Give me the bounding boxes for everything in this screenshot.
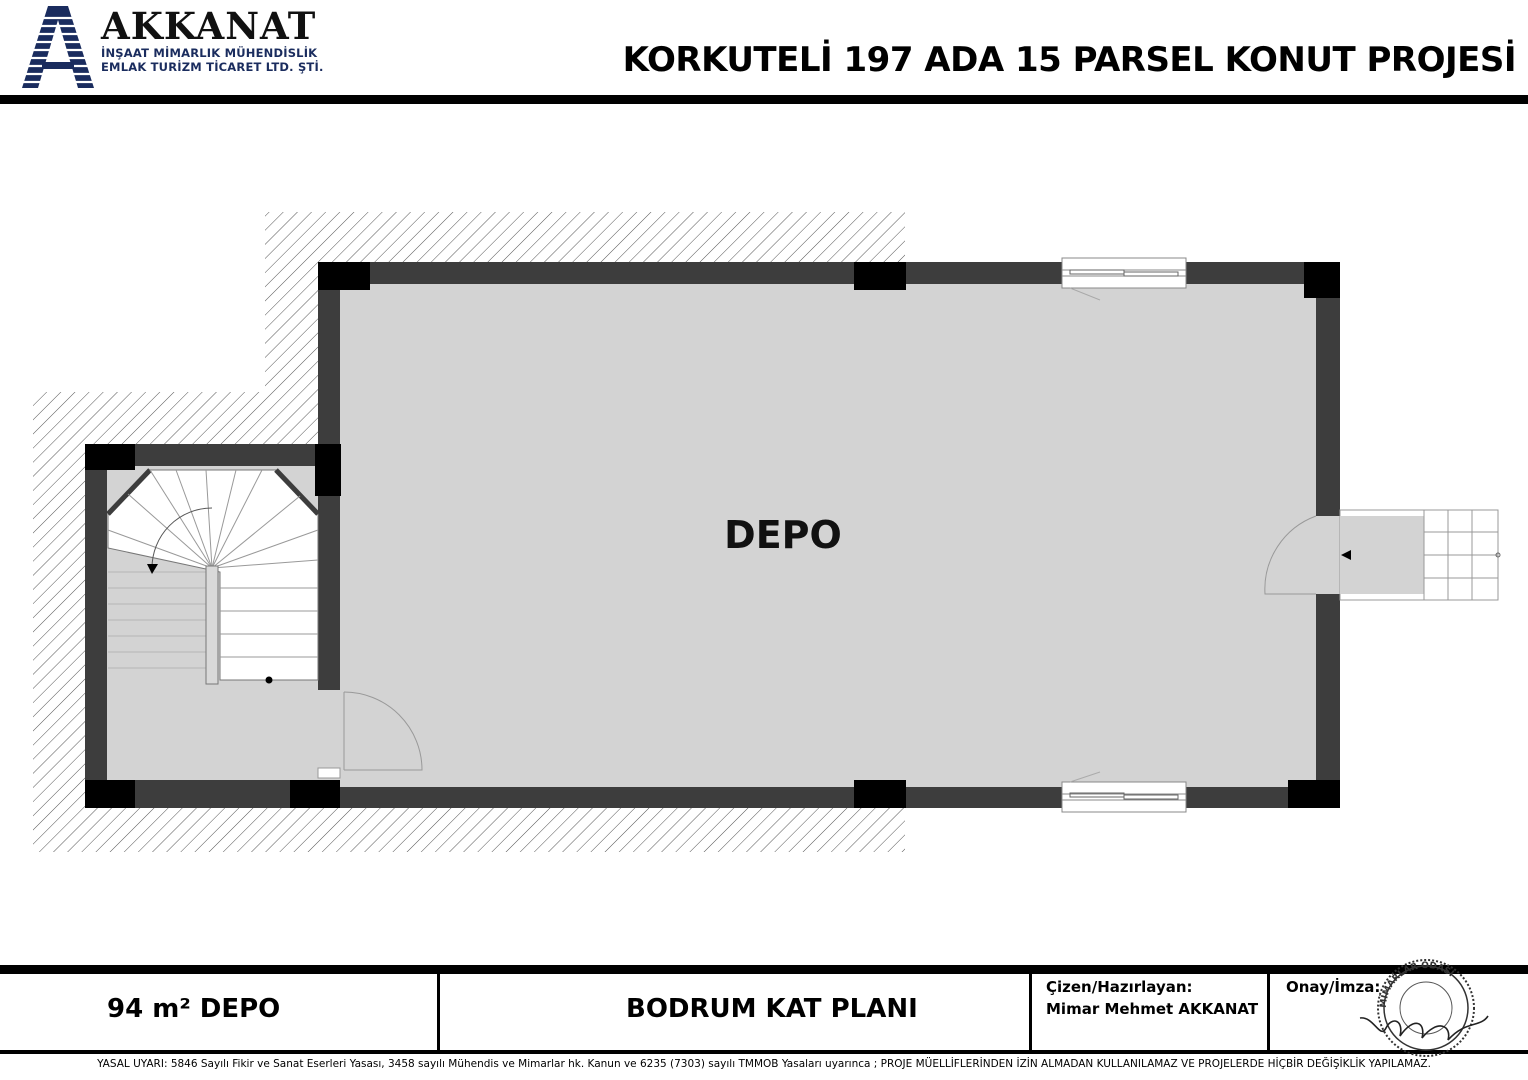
drawn-by-name: Mimar Mehmet AKKANAT — [1046, 1000, 1259, 1018]
project-title: KORKUTELİ 197 ADA 15 PARSEL KONUT PROJESİ — [622, 40, 1516, 80]
area-label: 94 m² DEPO — [107, 994, 281, 1024]
title-block-divider — [1029, 974, 1032, 1050]
title-block-divider — [437, 974, 440, 1050]
company-line-1: İNŞAAT MİMARLIK MÜHENDİSLİK — [101, 46, 318, 60]
svg-text:MİMARLAR ODASI — [1379, 961, 1456, 1008]
title-block-divider — [1267, 974, 1270, 1050]
stamp-text: MİMARLAR ODASI — [1378, 960, 1456, 1009]
approval-label: Onay/İmza: — [1286, 978, 1381, 996]
company-name: AKKANAT — [101, 4, 317, 48]
floor-plan — [0, 104, 1528, 964]
header-divider — [0, 95, 1528, 104]
drawn-by-label: Çizen/Hazırlayan: — [1046, 978, 1193, 996]
plan-name: BODRUM KAT PLANI — [626, 994, 918, 1024]
company-brand — [101, 6, 324, 74]
company-line-2: EMLAK TURİZM TİCARET LTD. ŞTİ. — [101, 60, 324, 74]
legal-notice: YASAL UYARI: 5846 Sayılı Fikir ve Sanat Eserleri Yasası, 3458 sayılı Mühendis ve Mimarlar hk. Kanun ve 6235 (7303) sayılı TMMOB Yasaları uyarınca ; PROJE MÜELLİFLERİNDEN İZİN ALMADAN KULLANILAMAZ VE PROJELERDE HİÇBİR DEĞİŞİKLİK YAPILAMAZ. — [97, 1058, 1431, 1070]
approval-stamp — [1356, 958, 1496, 1058]
room-label: DEPO — [724, 513, 842, 557]
company-logo — [20, 4, 96, 90]
title-block-bottom-border — [0, 1050, 1528, 1054]
title-block-top-border — [0, 965, 1528, 974]
